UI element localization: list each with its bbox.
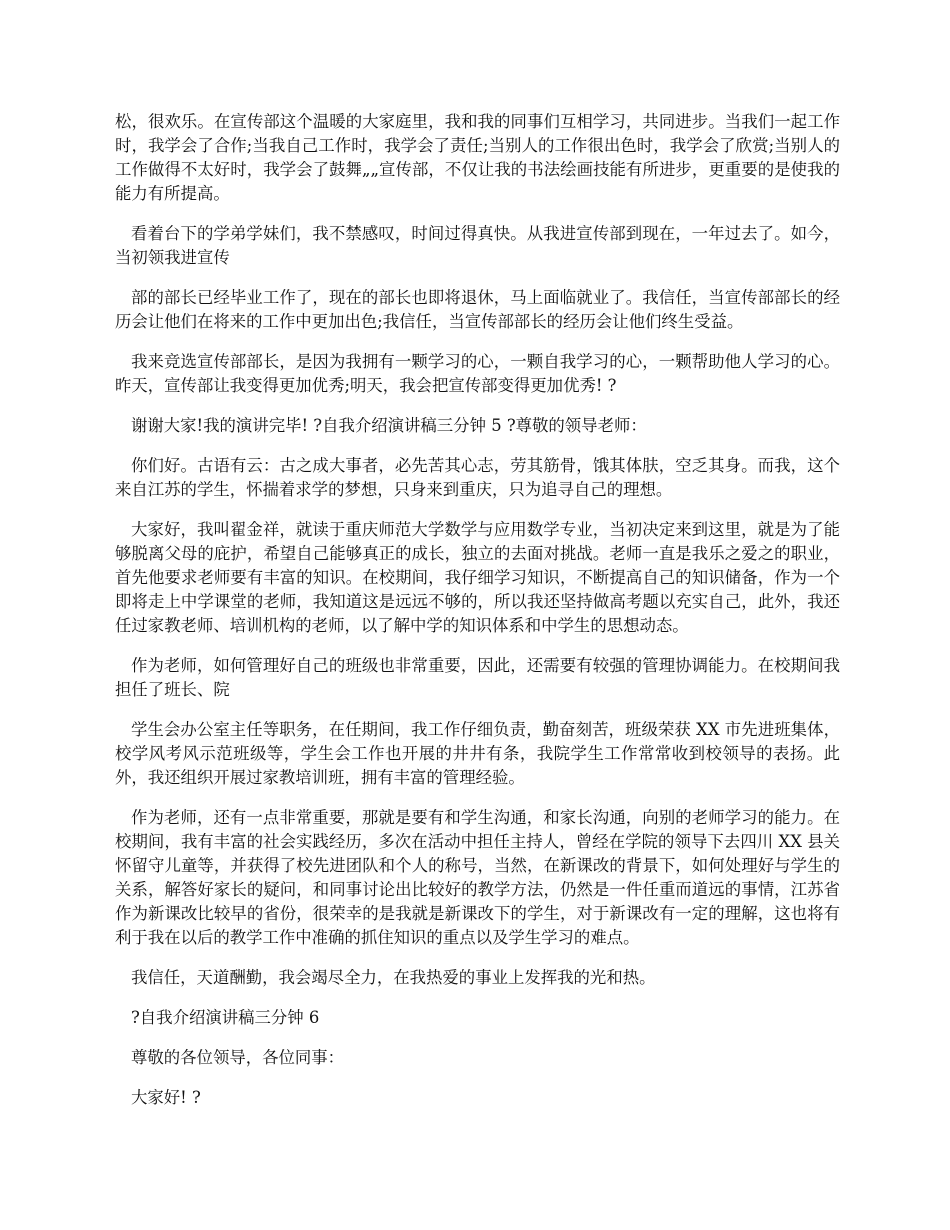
- greeting: 大家好! ?: [131, 1088, 201, 1107]
- paragraph-8: 作为老师，如何管理好自己的班级也非常重要，因此，还需要有较强的管理协调能力。在校期间我担任了班长、院: [115, 656, 840, 699]
- paragraph-3: 部的部长已经毕业工作了，现在的部长也即将退休，马上面临就业了。我信任，当宣传部部长的经历会让他们在将来的工作中更加出色;我信任，当宣传部部长的经历会让他们终生受益。: [115, 288, 840, 331]
- paragraph-2: 看着台下的学弟学妹们，我不禁感叹，时间过得真快。从我进宣传部到现在，一年过去了。如今，当初领我进宣传: [115, 224, 840, 267]
- paragraph-1: 松，很欢乐。在宣传部这个温暖的大家庭里，我和我的同事们互相学习，共同进步。当我们一起工作时，我学会了合作;当我自己工作时，我学会了责任;当别人的工作很出色时，我学会了欣赏;当别人的工作做得不太好时，我学会了鼓舞„„宣传部，不仅让我的书法绘画技能有所进步，更重要的是使我的能力有所提高。: [115, 112, 840, 203]
- paragraph-7: 大家好，我叫翟金祥，就读于重庆师范大学数学与应用数学专业，当初决定来到这里，就是为了能够脱离父母的庇护，希望自己能够真正的成长，独立的去面对挑战。老师一直是我乐之爱之的职业，首先他要求老师要有丰富的知识。在校期间，我仔细学习知识，不断提高自己的知识储备，作为一个即将走上中学课堂的老师，我知道这是远远不够的，所以我还坚持做高考题以充实自己，此外，我还任过家教老师、培训机构的老师，以了解中学的知识体系和中学生的思想动态。: [115, 520, 840, 635]
- paragraph-10: 作为老师，还有一点非常重要，那就是要有和学生沟通，和家长沟通，向别的老师学习的能力。在校期间，我有丰富的社会实践经历，多次在活动中担任主持人，曾经在学院的领导下去四川 XX 县关怀留守儿童等，并获得了校先进团队和个人的称号，当然，在新课改的背景下，如何处理好与学生的关系，解答好家长的疑问，和同事讨论出比较好的教学方法，仍然是一件任重而道远的事情，江苏省作为新课改比较早的省份，很荣幸的是我就是新课改下的学生，对于新课改有一定的理解，这也将有利于我在以后的教学工作中准确的抓住知识的重点以及学生学习的难点。: [115, 808, 840, 947]
- salutation: 尊敬的各位领导，各位同事：: [131, 1048, 345, 1067]
- paragraph-5: 谢谢大家!我的演讲完毕! ?自我介绍演讲稿三分钟 5 ?尊敬的领导老师：: [131, 416, 647, 435]
- section-heading: ?自我介绍演讲稿三分钟 6: [131, 1008, 320, 1027]
- document-page: [115, 110, 840, 1126]
- paragraph-4: 我来竞选宣传部部长，是因为我拥有一颗学习的心，一颗自我学习的心，一颗帮助他人学习的心。昨天，宣传部让我变得更加优秀;明天，我会把宣传部变得更加优秀! ?: [115, 352, 840, 395]
- paragraph-6: 你们好。古语有云：古之成大事者，必先苦其心志，劳其筋骨，饿其体肤，空乏其身。而我，这个来自江苏的学生，怀揣着求学的梦想，只身来到重庆，只为追寻自己的理想。: [115, 456, 840, 499]
- paragraph-11: 我信任，天道酬勤，我会竭尽全力，在我热爱的事业上发挥我的光和热。: [131, 968, 656, 987]
- paragraph-9: 学生会办公室主任等职务，在任期间，我工作仔细负责，勤奋刻苦，班级荣获 XX 市先进班集体，校学风考风示范班级等，学生会工作也开展的井井有条，我院学生工作常常收到校领导的表扬。此外，我还组织开展过家教培训班，拥有丰富的管理经验。: [115, 720, 840, 787]
